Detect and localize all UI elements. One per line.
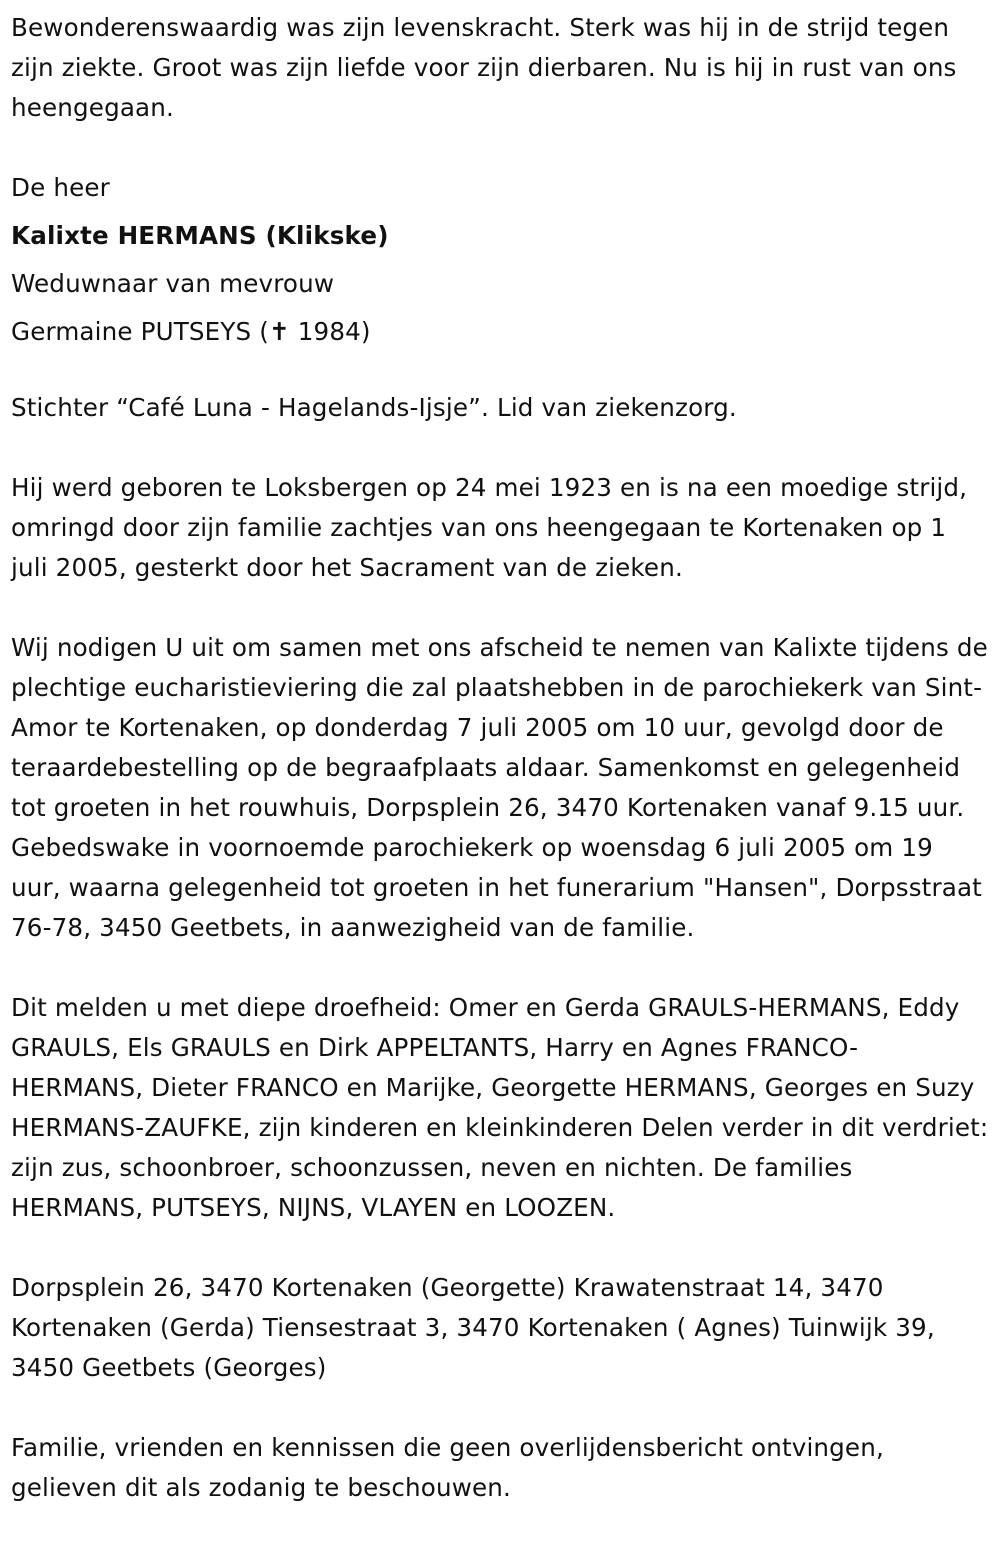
deceased-name: Kalixte HERMANS (Klikske) <box>11 221 389 250</box>
founder-paragraph: Stichter “Café Luna - Hagelands-Ijsje”. Lid van ziekenzorg. <box>11 393 737 422</box>
salutation: De heer <box>11 173 110 202</box>
deceased-header <box>11 164 990 356</box>
family-paragraph: Dit melden u met diepe droefheid: Omer en Gerda GRAULS-HERMANS, Eddy GRAULS, Els GRAULS en Dirk APPELTANTS, Harry en Agnes FRANCO-HERMANS, Dieter FRANCO en Marijke, Georgette HERMANS, Georges en Suzy HERMANS-ZAUFKE, zijn kinderen en kleinkinderen Delen verder in dit verdriet: zijn zus, schoonbroer, schoonzussen, neven en nichten. De families HERMANS, PUTSEYS, NIJNS, VLAYEN en LOOZEN. <box>11 993 989 1222</box>
ceremony-paragraph: Wij nodigen U uit om samen met ons afscheid te nemen van Kalixte tijdens de plechtige eucharistieviering die zal plaatshebben in de parochiekerk van Sint-Amor te Kortenaken, op donderdag 7 juli 2005 om 10 uur, gevolgd door de teraardebestelling op de begraafplaats aldaar. Samenkomst en gelegenheid tot groeten in het rouwhuis, Dorpsplein 26, 3470 Kortenaken vanaf 9.15 uur. Gebedswake in voornoemde parochiekerk op woensdag 6 juli 2005 om 19 uur, waarna gelegenheid tot groeten in het funerarium "Hansen", Dorpsstraat 76-78, 3450 Geetbets, in aanwezigheid van de familie. <box>11 633 988 942</box>
addresses-paragraph: Dorpsplein 26, 3470 Kortenaken (Georgette) Krawatenstraat 14, 3470 Kortenaken (Gerda) Tiensestraat 3, 3470 Kortenaken ( Agnes) Tuinwijk 39, 3450 Geetbets (Georges) <box>11 1273 935 1382</box>
closing-paragraph: Familie, vrienden en kennissen die geen overlijdensbericht ontvingen, gelieven dit als zodanig te beschouwen. <box>11 1433 884 1502</box>
birth-death-paragraph: Hij werd geboren te Loksbergen op 24 mei 1923 en is na een moedige strijd, omringd door zijn familie zachtjes van ons heengegaan te Kortenaken op 1 juli 2005, gesterkt door het Sacrament van de zieken. <box>11 473 968 582</box>
spouse-line-1: Weduwnaar van mevrouw <box>11 269 335 298</box>
spouse-line-2: Germaine PUTSEYS (✝ 1984) <box>11 317 371 346</box>
intro-paragraph: Bewonderenswaardig was zijn levenskracht. Sterk was hij in de strijd tegen zijn ziekte. Groot was zijn liefde voor zijn dierbaren. Nu is hij in rust van ons heengegaan. <box>11 13 957 122</box>
spacer <box>11 356 990 388</box>
